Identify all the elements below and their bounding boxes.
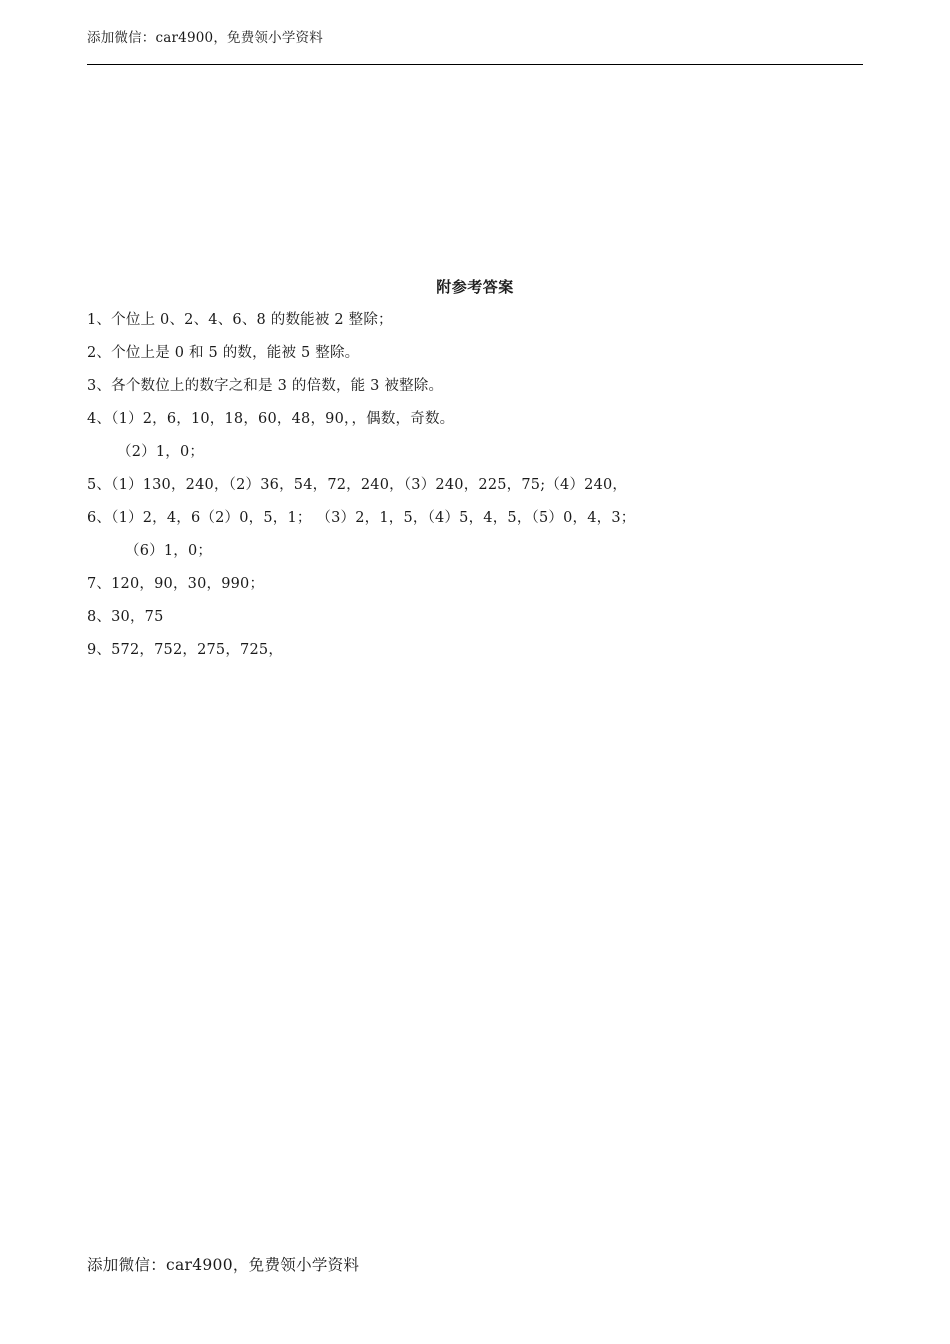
answer-item-6: 6、（1）2，4，6（2）0，5，1； （3）2，1，5，（4）5，4，5，（5）0，4，3； bbox=[87, 510, 636, 526]
answer-item-3: 3、各个数位上的数字之和是 3 的倍数，能 3 被整除。 bbox=[87, 378, 444, 394]
page-header-text: 添加微信：car4900，免费领小学资料 bbox=[87, 30, 323, 46]
answer-item-8: 8、30，75 bbox=[87, 609, 164, 625]
page-footer-text: 添加微信：car4900，免费领小学资料 bbox=[87, 1256, 360, 1274]
header-divider bbox=[87, 64, 863, 65]
answer-key-title: 附参考答案 bbox=[436, 278, 514, 296]
answer-item-7: 7、120，90，30，990； bbox=[87, 576, 265, 592]
answer-list bbox=[87, 309, 863, 672]
answer-item-2: 2、个位上是 0 和 5 的数，能被 5 整除。 bbox=[87, 345, 360, 361]
answer-item-1: 1、个位上 0、2、4、6、8 的数能被 2 整除； bbox=[87, 312, 393, 328]
answer-item-5: 5、（1）130，240，（2）36，54，72，240，（3）240，225，75;（4）240， bbox=[87, 477, 628, 493]
answer-item-4: 4、（1）2，6，10，18，60，48，90，，偶数，奇数。 bbox=[87, 411, 455, 427]
answer-item-9: 9、572，752，275，725， bbox=[87, 642, 284, 658]
answer-item-6-sub: （6）1，0； bbox=[125, 543, 213, 559]
answer-item-4-sub: （2）1，0； bbox=[117, 444, 205, 460]
